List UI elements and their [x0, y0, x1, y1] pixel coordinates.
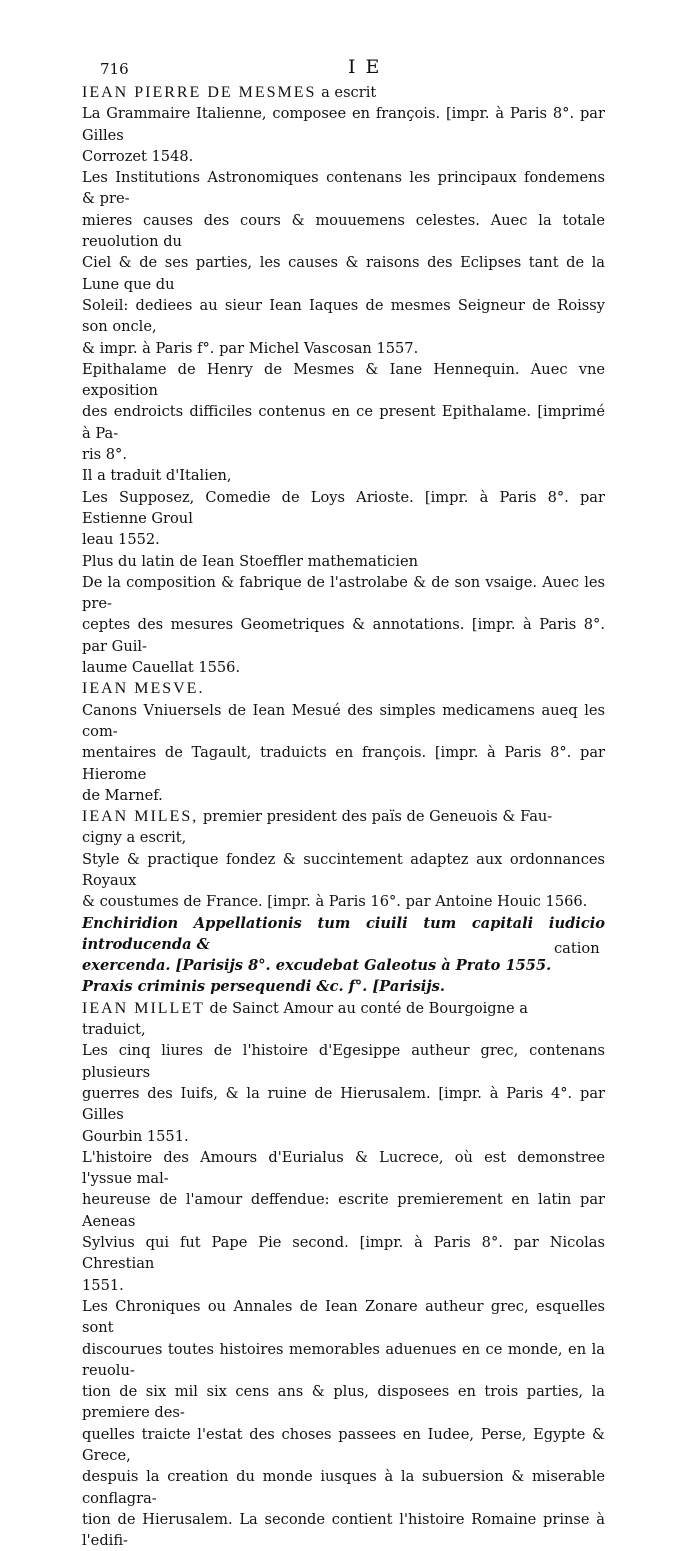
- text-line: Les Supposez, Comedie de Loys Arioste. [impr. à Paris 8°. par Estienne Groul: [82, 488, 605, 527]
- text-line: ris 8°.: [82, 446, 127, 464]
- author-name: IEAN MILES,: [82, 808, 199, 826]
- author-heading: [82, 678, 605, 699]
- text-line: Les Institutions Astronomiques contenans les principaux fondemens & pre-: [82, 169, 605, 208]
- author-name: IEAN PIERRE DE MESMES: [82, 84, 317, 101]
- text-line: leau 1552.: [82, 531, 160, 549]
- author-heading: [82, 806, 605, 827]
- text-line: ceptes des mesures Geometriques & annotations. [impr. à Paris 8°. par Guil-: [82, 616, 605, 655]
- text-line: mentaires de Tagault, traduicts en françois. [impr. à Paris 8°. par Hierome: [82, 744, 605, 783]
- author-name: IEAN MILLET: [82, 999, 205, 1017]
- text-line: des endroicts difficiles contenus en ce present Epithalame. [imprimé à Pa-: [82, 403, 605, 442]
- author-suffix: a escrit: [321, 84, 377, 101]
- text-line: heureuse de l'amour deffendue: escrite premierement en latin par Aeneas: [82, 1191, 605, 1230]
- text-line: Il a traduit d'Italien,: [82, 467, 232, 485]
- running-head: I E: [348, 56, 382, 78]
- latin-line: Enchiridion Appellationis tum ciuili tum capitali iudicio introducenda &: [82, 914, 605, 953]
- text-line: Epithalame de Henry de Mesmes & Iane Hennequin. Auec vne exposition: [82, 360, 605, 400]
- author-heading: [82, 998, 605, 1019]
- author-heading: [82, 82, 605, 103]
- text-line: Plus du latin de Iean Stoeffler mathematicien: [82, 552, 419, 570]
- text-line: quelles traicte l'estat des choses passees en Iudee, Perse, Egypte & Grece,: [82, 1425, 605, 1464]
- text-line: tion de six mil six cens ans & plus, disposees en trois parties, la premiere des-: [82, 1383, 605, 1422]
- text-line: L'histoire des Amours d'Eurialus & Lucrece, où est demonstree l'yssue mal-: [82, 1148, 605, 1188]
- text-line: Corrozet 1548.: [82, 147, 194, 165]
- text-line: Soleil: dediees au sieur Iean Iaques de mesmes Seigneur de Roissy son oncle,: [82, 296, 605, 336]
- text-line: Les Chroniques ou Annales de Iean Zonare autheur grec, esquelles sont: [82, 1297, 605, 1337]
- text-line: & coustumes de France. [impr. à Paris 16°. par Antoine Houic 1566.: [82, 893, 588, 911]
- text-line: Ciel & de ses parties, les causes & raisons des Eclipses tant de la Lune que du: [82, 254, 605, 293]
- text-line: & impr. à Paris f°. par Michel Vascosan 1557.: [82, 339, 419, 357]
- text-line: Canons Vniuersels de Iean Mesué des simples medicamens aueq les com-: [82, 701, 605, 740]
- text-line: discourues toutes histoires memorables aduenues en ce monde, en la reuolu-: [82, 1340, 605, 1379]
- text-line: La Grammaire Italienne, composee en françois. [impr. à Paris 8°. par Gilles: [82, 105, 605, 144]
- author-suffix: premier president des païs de Geneuois & Fau-: [202, 808, 553, 826]
- page-body: [82, 82, 605, 1551]
- text-line: Sylvius qui fut Pape Pie second. [impr. à Paris 8°. par Nicolas Chrestian: [82, 1234, 605, 1273]
- author-name: IEAN MESVE.: [82, 680, 205, 698]
- page-number: 716: [100, 60, 129, 78]
- latin-line: exercenda. [Parisijs 8°. excudebat Galeotus à Prato 1555.: [82, 957, 552, 975]
- text-line: tion de Hierusalem. La seconde contient l'histoire Romaine prinse à l'edifi-: [82, 1510, 605, 1550]
- text-line: mieres causes des cours & mouuemens celestes. Auec la totale reuolution du: [82, 211, 605, 251]
- text-line: De la composition & fabrique de l'astrolabe & de son vsaige. Auec les pre-: [82, 573, 605, 613]
- text-line: de Marnef.: [82, 786, 163, 804]
- text-line: guerres des Iuifs, & la ruine de Hierusalem. [impr. à Paris 4°. par Gilles: [82, 1084, 605, 1124]
- text-line: laume Cauellat 1556.: [82, 659, 241, 677]
- text-line: despuis la creation du monde iusques à la subuersion & miserable conflagra-: [82, 1468, 605, 1507]
- text-line: Gourbin 1551.: [82, 1127, 189, 1145]
- author-suffix: de Sainct Amour au conté de Bourgoigne a: [209, 999, 528, 1017]
- text-line: Style & practique fondez & succintement adaptez aux ordonnances Royaux: [82, 850, 605, 889]
- text-line: cigny a escrit,: [82, 829, 187, 847]
- text-line: traduict,: [82, 1021, 146, 1039]
- text-line: 1551.: [82, 1276, 124, 1294]
- text-line: Les cinq liures de l'histoire d'Egesippe autheur grec, contenans plusieurs: [82, 1042, 605, 1081]
- latin-line: Praxis criminis persequendi &c. f°. [Parisijs.: [82, 978, 445, 996]
- catchword: cation: [554, 940, 600, 957]
